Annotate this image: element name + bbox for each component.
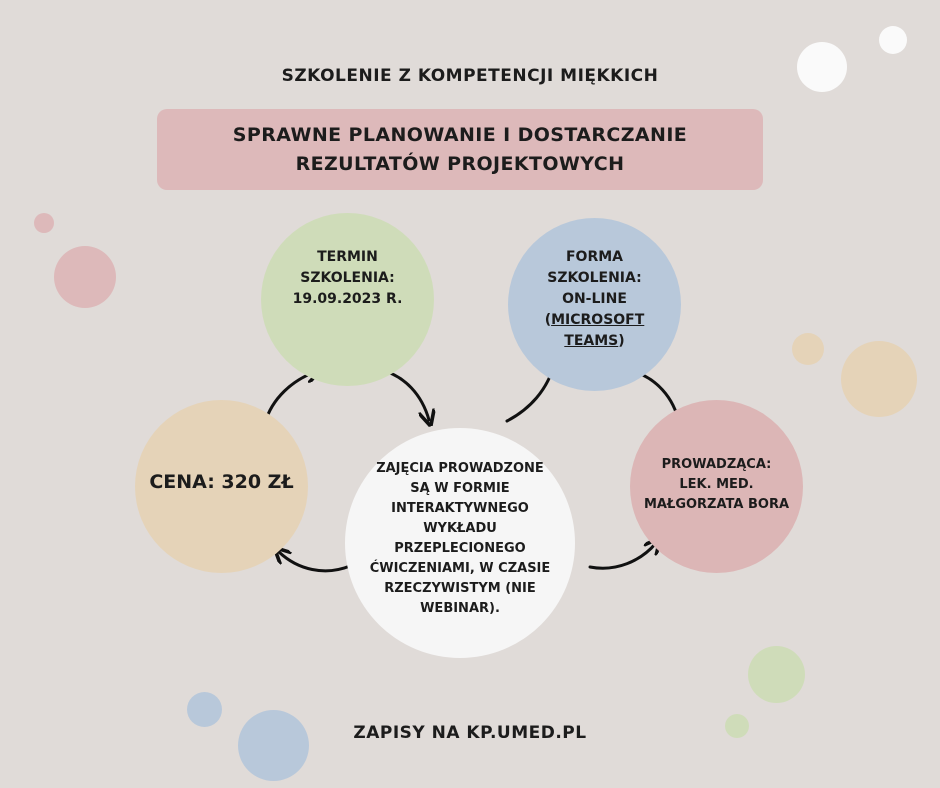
zajecia-line: ĆWICZENIAMI, W CZASIE — [369, 561, 551, 576]
signup-text: ZAPISY NA KP.UMED.PL — [353, 723, 587, 743]
termin-date: 19.09.2023 R. — [292, 291, 403, 307]
zajecia-line: PRZEPLECIONEGO — [394, 541, 526, 556]
arrow-center-to-prowadzaca — [590, 543, 656, 568]
microsoft-teams-link[interactable]: MICROSOFT — [551, 312, 645, 328]
forma-paren: ( — [544, 312, 552, 328]
microsoft-teams-link[interactable]: TEAMS — [564, 333, 619, 349]
zajecia-line: SĄ W FORMIE — [410, 481, 510, 496]
subtitle: SZKOLENIE Z KOMPETENCJI MIĘKKICH — [281, 66, 659, 86]
forma-mode: ON-LINE — [562, 291, 627, 307]
cena-circle — [135, 400, 308, 573]
zajecia-circle — [345, 428, 575, 658]
zajecia-line: ZAJĘCIA PROWADZONE — [376, 461, 544, 476]
termin-label: SZKOLENIA: — [300, 270, 395, 286]
zajecia-line: WEBINAR). — [420, 601, 500, 616]
arrow-termin-to-center — [381, 370, 429, 420]
prowadzaca-circle — [630, 400, 803, 573]
arrow-cena-to-termin — [265, 372, 315, 423]
prowadzaca-title: LEK. MED. — [679, 476, 754, 492]
termin-circle — [261, 213, 434, 386]
forma-paren: ) — [618, 333, 625, 349]
zajecia-line: WYKŁADU — [423, 521, 497, 536]
prowadzaca-label: PROWADZĄCA: — [661, 456, 772, 472]
zajecia-line: RZECZYWISTYM (NIE — [384, 581, 536, 596]
forma-label: FORMA — [565, 249, 623, 265]
title-line: SPRAWNE PLANOWANIE I DOSTARCZANIE — [232, 123, 688, 146]
forma-circle — [508, 218, 681, 391]
prowadzaca-name: MAŁGORZATA BORA — [643, 496, 790, 512]
title-line: REZULTATÓW PROJEKTOWYCH — [295, 152, 625, 175]
arrow-center-to-cena — [279, 552, 350, 571]
forma-label: SZKOLENIA: — [547, 270, 642, 286]
zajecia-line: INTERAKTYWNEGO — [391, 501, 529, 516]
termin-label: TERMIN — [317, 249, 378, 265]
price-label: CENA: 320 ZŁ — [149, 470, 294, 493]
